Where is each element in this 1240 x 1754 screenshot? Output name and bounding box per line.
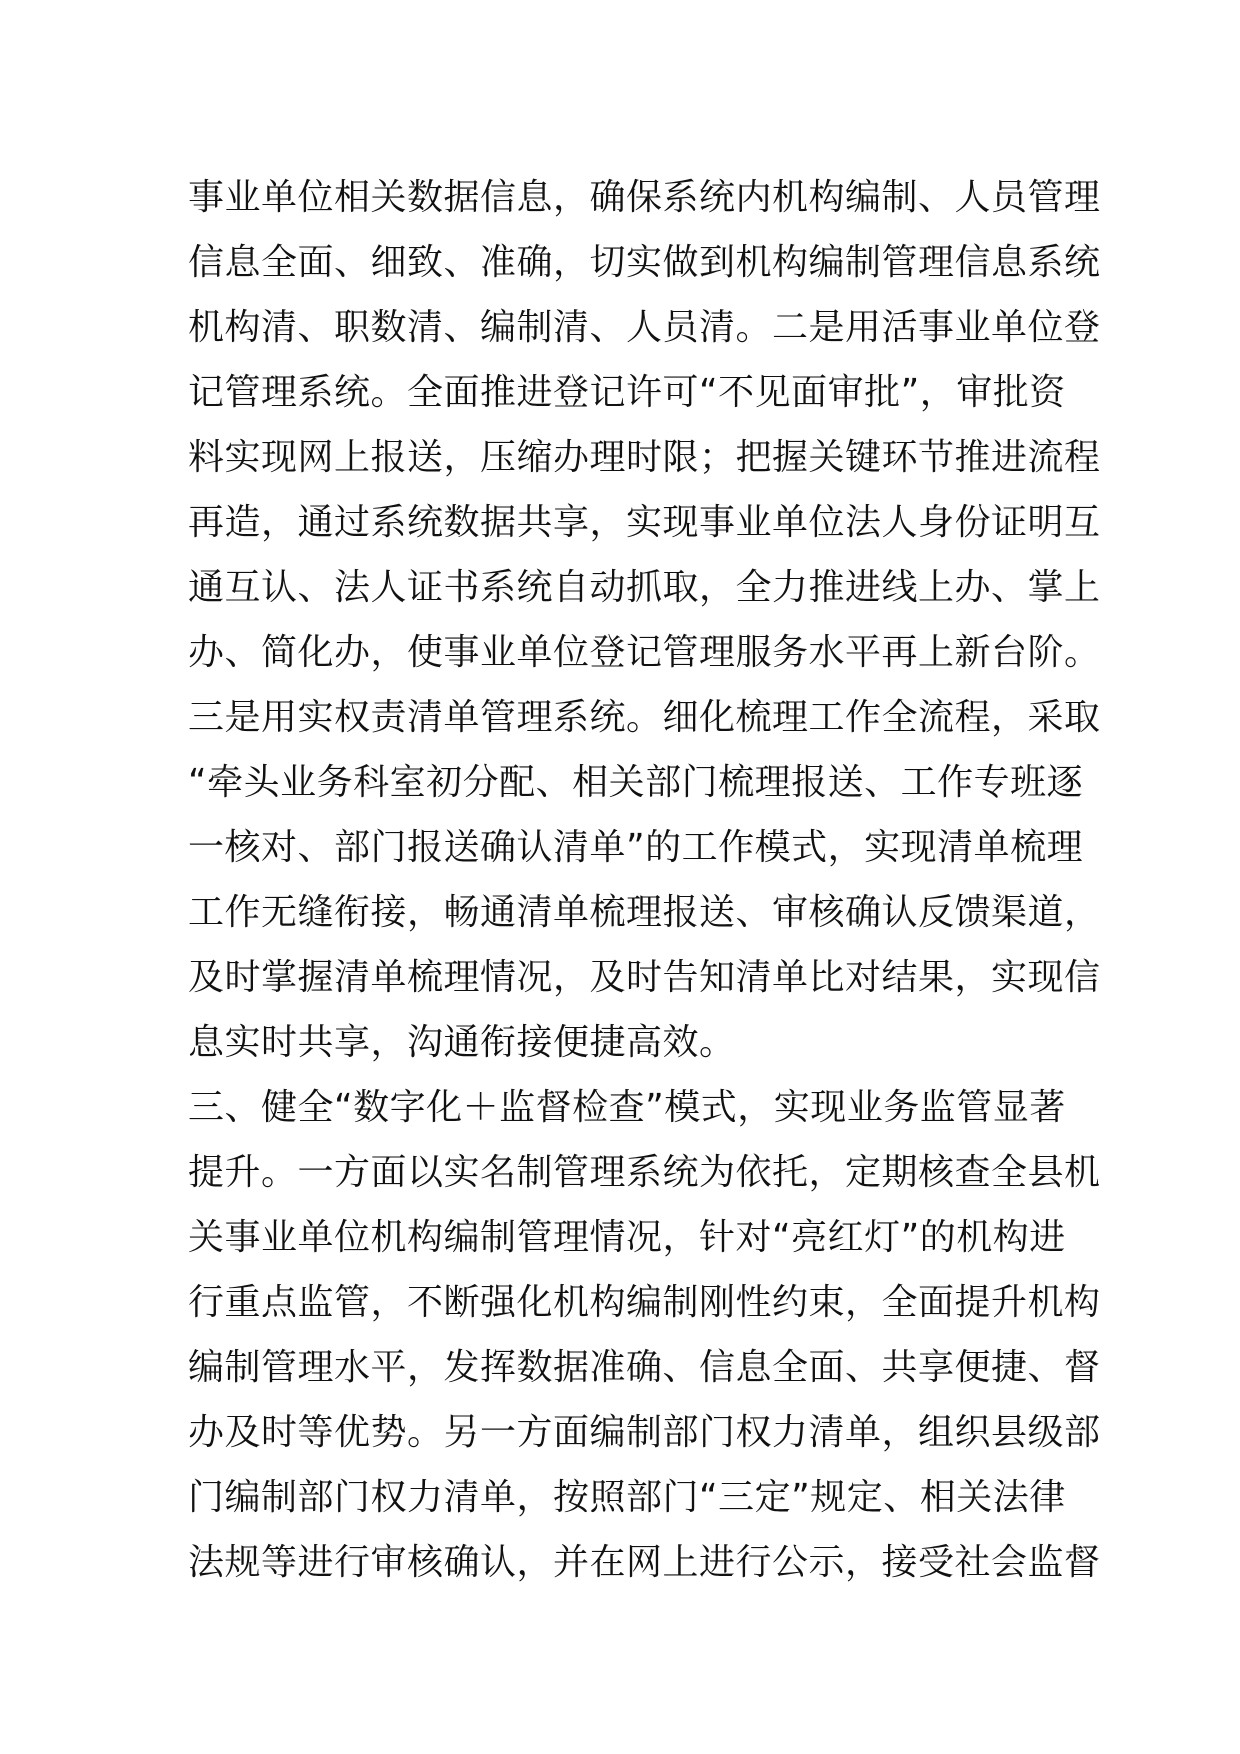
text-line: 法规等进行审核确认，并在网上进行公示，接受社会监督 (188, 1542, 1101, 1583)
text-line: 工作无缝衔接，畅通清单梳理报送、审核确认反馈渠道， (188, 892, 1101, 933)
text-line: 记管理系统。全面推进登记许可“不见面审批”，审批资 (188, 372, 1066, 413)
text-line: 机构清、职数清、编制清、人员清。二是用活事业单位登 (188, 307, 1101, 348)
text-line: 行重点监管，不断强化机构编制刚性约束，全面提升机构 (188, 1282, 1101, 1323)
text-line: 编制管理水平，发挥数据准确、信息全面、共享便捷、督 (188, 1347, 1101, 1388)
text-line: 一核对、部门报送确认清单”的工作模式，实现清单梳理 (188, 827, 1084, 868)
text-line: 提升。一方面以实名制管理系统为依托，定期核查全县机 (188, 1152, 1101, 1193)
text-line: 及时掌握清单梳理情况，及时告知清单比对结果，实现信 (188, 957, 1101, 998)
text-line: “牵头业务科室初分配、相关部门梳理报送、工作专班逐 (188, 762, 1084, 803)
section-heading-line: 三、健全“数字化＋监督检查”模式，实现业务监管显著 (188, 1087, 1066, 1128)
text-line: 再造，通过系统数据共享，实现事业单位法人身份证明互 (188, 502, 1101, 543)
text-line: 事业单位相关数据信息，确保系统内机构编制、人员管理 (188, 177, 1101, 218)
text-line: 通互认、法人证书系统自动抓取，全力推进线上办、掌上 (188, 567, 1101, 608)
text-line: 办、简化办，使事业单位登记管理服务水平再上新台阶。 (188, 632, 1101, 673)
text-line: 料实现网上报送，压缩办理时限；把握关键环节推进流程 (188, 437, 1101, 478)
text-line: 息实时共享，沟通衔接便捷高效。 (188, 1022, 736, 1063)
text-line: 信息全面、细致、准确，切实做到机构编制管理信息系统 (188, 242, 1101, 283)
text-line: 办及时等优势。另一方面编制部门权力清单，组织县级部 (188, 1412, 1101, 1453)
body-text (188, 165, 1101, 1595)
text-line: 三是用实权责清单管理系统。细化梳理工作全流程，采取 (188, 697, 1101, 738)
text-line: 门编制部门权力清单，按照部门“三定”规定、相关法律 (188, 1477, 1066, 1518)
text-line: 关事业单位机构编制管理情况，针对“亮红灯”的机构进 (188, 1217, 1066, 1258)
